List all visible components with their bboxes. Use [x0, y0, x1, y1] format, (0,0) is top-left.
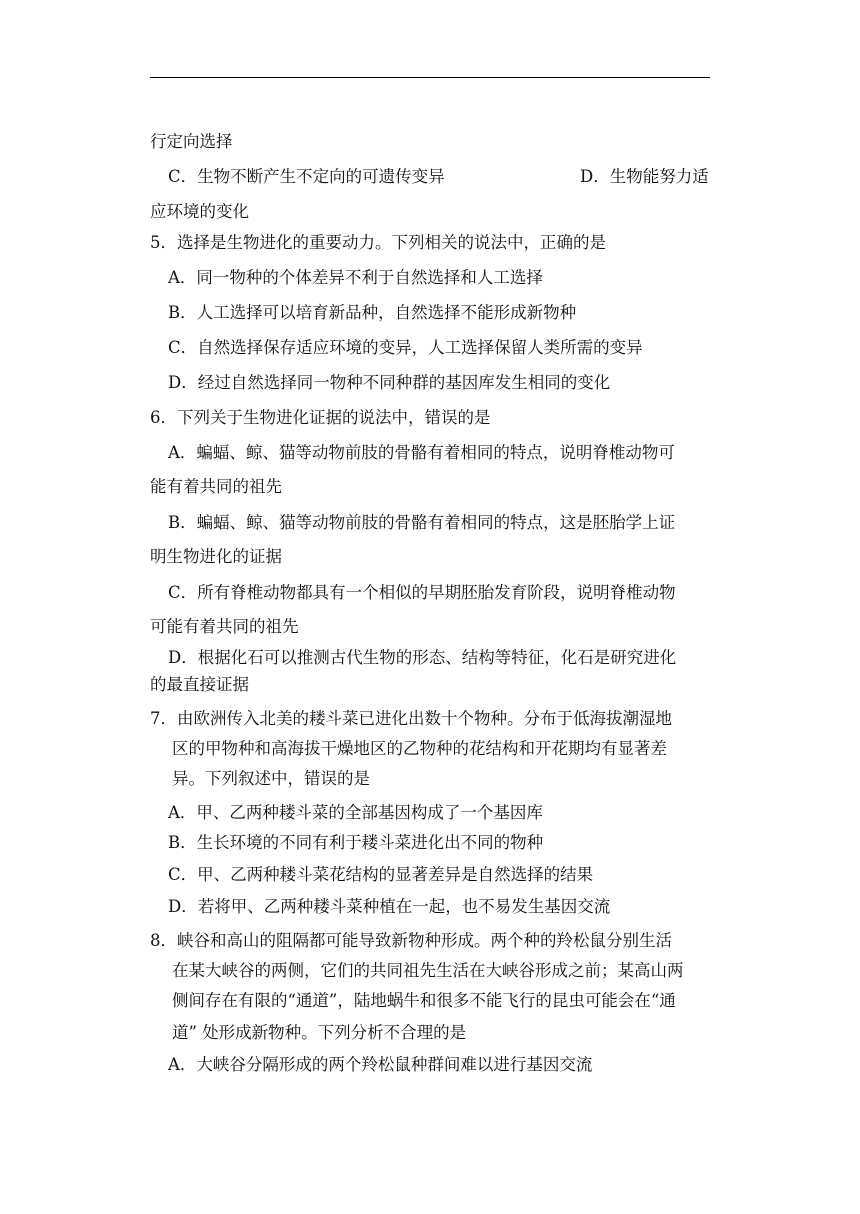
q7-option-a: A．甲、乙两种耧斗菜的全部基因构成了一个基因库	[168, 803, 543, 822]
q8-option-a: A．大峡谷分隔形成的两个羚松鼠种群间难以进行基因交流	[168, 1055, 593, 1074]
q5-option-b: B．人工选择可以培育新品种，自然选择不能形成新物种	[168, 303, 577, 322]
question-7-cont: 区的甲物种和高海拔干燥地区的乙物种的花结构和开花期均有显著差	[172, 739, 667, 758]
q5-option-c: C．自然选择保存适应环境的变异，人工选择保留人类所需的变异	[168, 338, 643, 357]
q6-option-a-cont: 能有着共同的祖先	[150, 477, 282, 496]
q7-option-c: C．甲、乙两种耧斗菜花结构的显著差异是自然选择的结果	[168, 865, 594, 884]
question-5: 5．选择是生物进化的重要动力。下列相关的说法中，正确的是	[150, 233, 606, 252]
q6-option-b: B．蝙蝠、鲸、猫等动物前肢的骨骼有着相同的特点，这是胚胎学上证	[168, 513, 676, 532]
q6-option-d: D．根据化石可以推测古代生物的形态、结构等特征，化石是研究进化	[168, 648, 677, 667]
q5-option-d: D．经过自然选择同一物种不同种群的基因库发生相同的变化	[168, 373, 611, 392]
question-7-cont: 异。下列叙述中，错误的是	[172, 769, 370, 788]
q5-option-a: A．同一物种的个体差异不利于自然选择和人工选择	[168, 268, 543, 287]
text-line: 行定向选择	[150, 132, 233, 151]
q6-option-d-cont: 的最直接证据	[150, 675, 249, 694]
q6-option-c: C．所有脊椎动物都具有一个相似的早期胚胎发育阶段，说明脊椎动物	[168, 583, 676, 602]
header-rule	[150, 77, 710, 78]
question-8-cont: 在某大峡谷的两侧，它们的共同祖先生活在大峡谷形成之前；某高山两	[172, 961, 684, 980]
question-8: 8．峡谷和高山的阻隔都可能导致新物种形成。两个种的羚松鼠分别生活	[150, 931, 672, 950]
text-line: 应环境的变化	[150, 202, 249, 221]
option-c: C．生物不断产生不定向的可遗传变异	[168, 167, 445, 186]
option-d: D．生物能努力适	[580, 167, 709, 186]
q6-option-b-cont: 明生物进化的证据	[150, 547, 282, 566]
q7-option-d: D．若将甲、乙两种耧斗菜种植在一起，也不易发生基因交流	[168, 897, 611, 916]
q7-option-b: B．生长环境的不同有利于耧斗菜进化出不同的物种	[168, 833, 544, 852]
question-8-cont: 侧间存在有限的“通道”，陆地蜗牛和很多不能飞行的昆虫可能会在“通	[172, 991, 676, 1010]
q6-option-a: A．蝙蝠、鲸、猫等动物前肢的骨骼有着相同的特点，说明脊椎动物可	[168, 443, 675, 462]
question-7: 7．由欧洲传入北美的耧斗菜已进化出数十个物种。分布于低海拔潮湿地	[150, 709, 672, 728]
question-6: 6．下列关于生物进化证据的说法中，错误的是	[150, 408, 491, 427]
q6-option-c-cont: 可能有着共同的祖先	[150, 617, 299, 636]
question-8-cont: 道” 处形成新物种。下列分析不合理的是	[172, 1023, 467, 1042]
